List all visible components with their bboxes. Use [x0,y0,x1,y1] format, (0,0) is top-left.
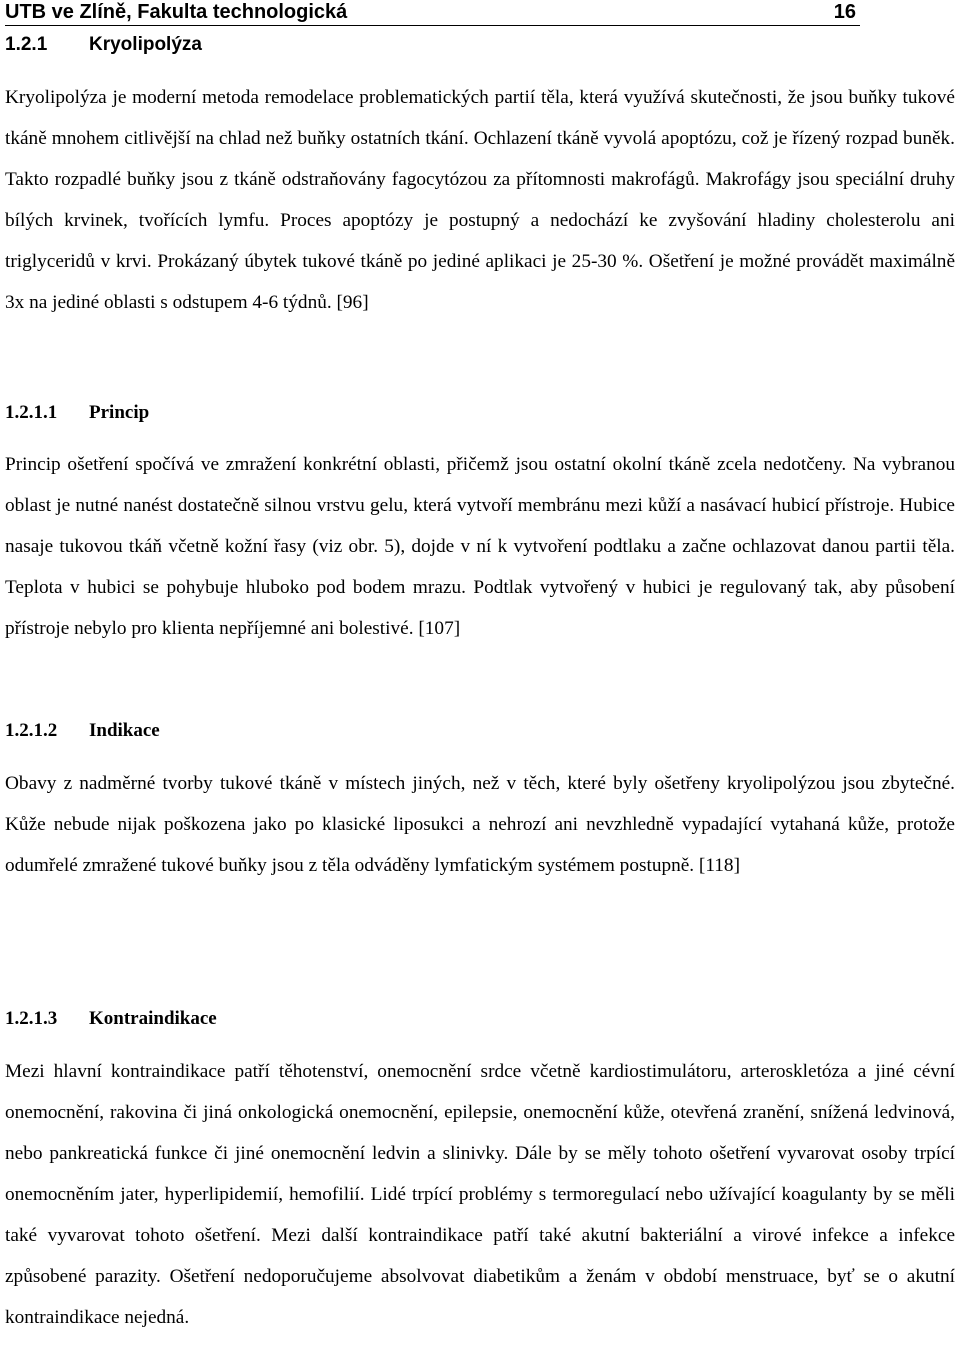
subsection-title: Princip [89,402,150,423]
header-title: UTB ve Zlíně, Fakulta technologická [5,1,348,23]
subsection-title: Indikace [89,720,160,741]
subsection-heading-princip [5,401,149,425]
paragraph-indikace: Obavy z nadměrné tvorby tukové tkáně v místech jiných, než v těch, které byly ošetřeny kryolipolýzou jsou zbytečné. Kůže nebude nijak poškozena jako po klasické liposukci a nehrozí ani nevzhledně vypadající vytahaná kůže, protože odumřelé zmražené tukové buňky jsou z těla odváděny lymfatickým systémem postupně. [118] [5,773,955,876]
subsection-number: 1.2.1.1 [5,402,58,423]
page-number: 16 [833,1,856,23]
intro-paragraph: Kryolipolýza je moderní metoda remodelace problematických partií těla, která využívá skutečnosti, že jsou buňky tukové tkáně mnohem citlivější na chlad než buňky ostatních tkání. Ochlazení tkáně vyvolá apoptózu, což je řízený rozpad buněk. Takto rozpadlé buňky jsou z tkáně odstraňovány fagocytózou za přítomnosti makrofágů. Makrofágy jsou speciální druhy bílých krvinek, tvořících lymfu. Proces apoptózy je postupný a nedochází ke zvyšování hladiny cholesterolu ani triglyceridů v krvi. Prokázaný úbytek tukové tkáně po jediné aplikaci je 25-30 %. Ošetření je možné provádět maximálně 3x na jediné oblasti s odstupem 4-6 týdnů. [96] [5,87,955,313]
subsection-heading-kontraindikace [5,1007,217,1031]
paragraph-kontraindikace: Mezi hlavní kontraindikace patří těhotenství, onemocnění srdce včetně kardiostimulátoru, arteroskletóza a jiné cévní onemocnění, rakovina či jiná onkologická onemocnění, epilepsie, onemocnění kůže, otevřená zranění, snížená ledvinová, nebo pankreatická funkce či jiné onemocnění ledvin a slinivky. Dále by se měly tohoto ošetření vyvarovat osoby trpící onemocněním jater, hyperlipidemií, hemofilií. Lidé trpící problémy s termoregulací nebo užívající koagulanty by se měli také vyvarovat tohoto ošetření. Mezi další kontraindikace patří také akutní bakteriální a virové infekce a infekce způsobené parazity. Ošetření nedoporučujeme absolvovat diabetikům a ženám v období menstruace, byť se o akutní kontraindikace nejedná. [5,1061,955,1328]
subsection-number: 1.2.1.3 [5,1008,58,1029]
subsection-title: Kontraindikace [89,1008,217,1029]
section-title: Kryolipolýza [89,34,202,55]
subsection-heading-indikace [5,719,160,743]
section-number: 1.2.1 [5,34,48,55]
paragraph-princip: Princip ošetření spočívá ve zmražení konkrétní oblasti, přičemž jsou ostatní okolní tkáně zcela nedotčeny. Na vybranou oblast je nutné nanést dostatečně silnou vrstvu gelu, která vytvoří membránu mezi kůží a nasávací hubicí přístroje. Hubice nasaje tukovou tkáň včetně kožní řasy (viz obr. 5), dojde v ní k vytvoření podtlaku a začne ochlazovat danou partii těla. Teplota v hubici se pohybuje hluboko pod bodem mrazu. Podtlak vytvořený v hubici je regulovaný tak, aby působení přístroje nebylo pro klienta nepříjemné ani bolestivé. [107] [5,454,955,639]
section-heading [5,33,202,57]
subsection-number: 1.2.1.2 [5,720,58,741]
page-header [5,0,860,26]
